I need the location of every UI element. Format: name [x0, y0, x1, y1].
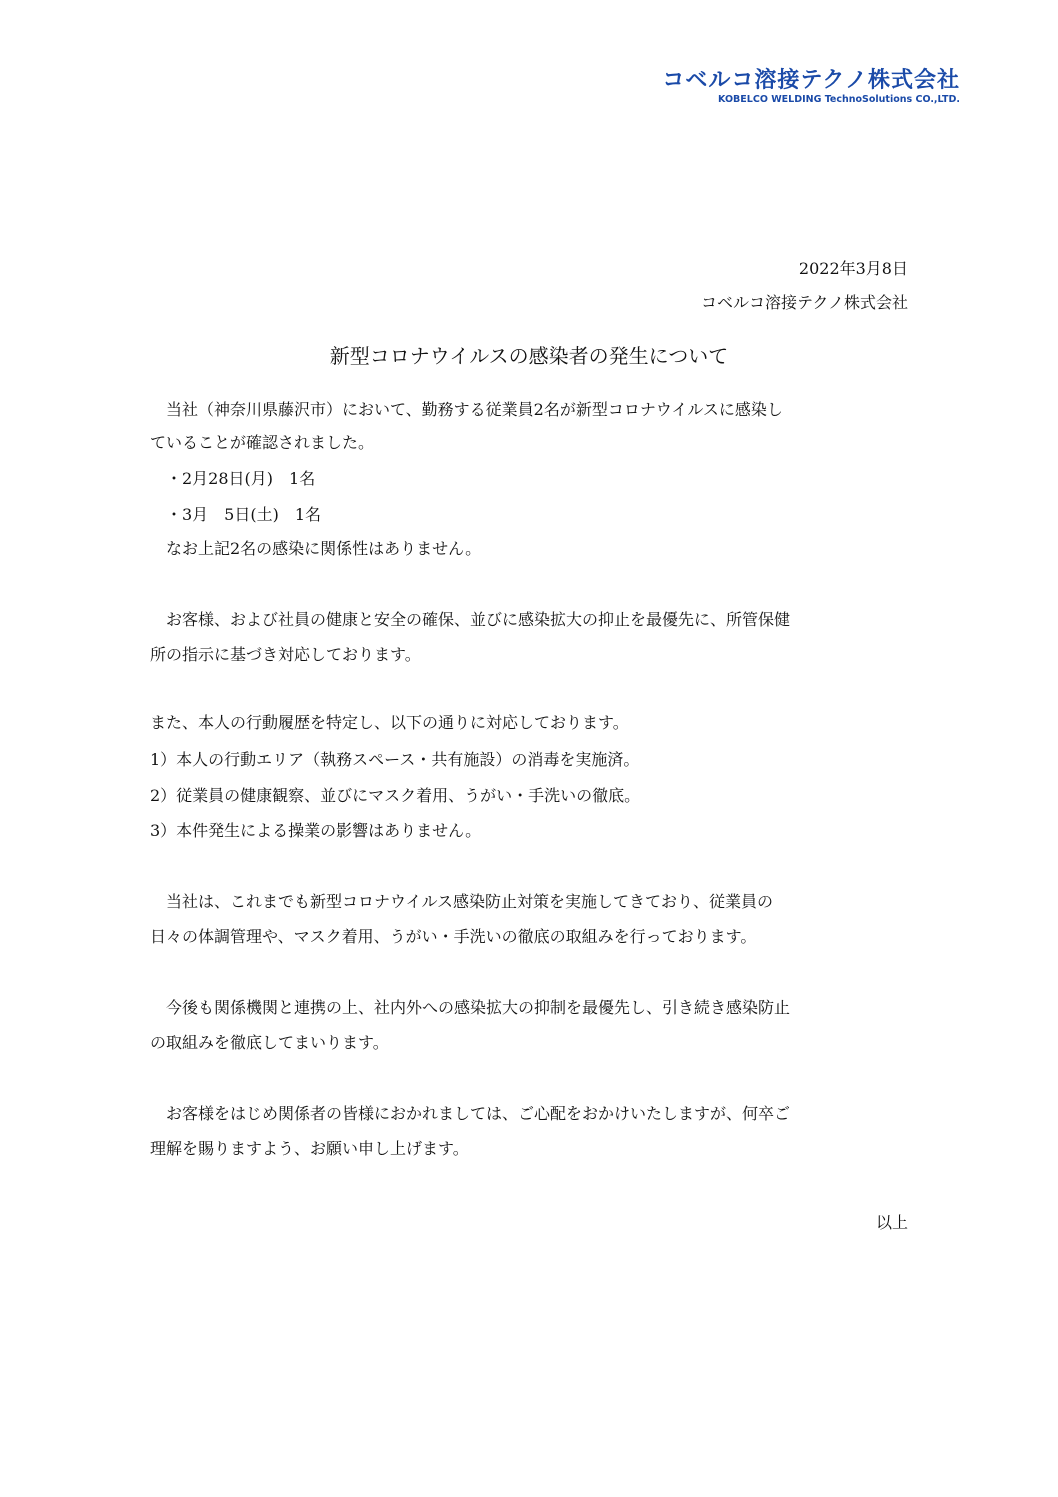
- logo-japanese-text: コベルコ溶接テクノ株式会社: [662, 68, 960, 93]
- measure-item-3: 3）本件発生による操業の影響はありません。: [150, 821, 482, 840]
- document-title: 新型コロナウイルスの感染者の発生について: [329, 344, 729, 368]
- paragraph-4-line-1: 当社は、これまでも新型コロナウイルス感染防止対策を実施してきており、従業員の: [166, 892, 774, 911]
- company-logo: [662, 68, 960, 106]
- paragraph-1-line-2: ていることが確認されました。: [150, 433, 375, 452]
- paragraph-3-line-1: また、本人の行動履歴を特定し、以下の通りに対応しております。: [150, 713, 629, 732]
- paragraph-6-line-2: 理解を賜りますよう、お願い申し上げます。: [150, 1139, 469, 1158]
- paragraph-6-line-1: お客様をはじめ関係者の皆様におかれましては、ご心配をおかけいたしますが、何卒ご: [166, 1104, 791, 1123]
- issuer-company: コベルコ溶接テクノ株式会社: [700, 293, 908, 312]
- paragraph-2-line-1: お客様、および社員の健康と安全の確保、並びに感染拡大の抑止を最優先に、所管保健: [166, 610, 791, 629]
- measure-item-1: 1）本人の行動エリア（執務スペース・共有施設）の消毒を実施済。: [150, 750, 640, 769]
- paragraph-5-line-1: 今後も関係機関と連携の上、社内外への感染拡大の抑制を最優先し、引き続き感染防止: [166, 998, 791, 1017]
- closing-mark: 以上: [875, 1213, 908, 1232]
- paragraph-5-line-2: の取組みを徹底してまいります。: [150, 1033, 389, 1052]
- paragraph-1-line-5: なお上記2名の感染に関係性はありません。: [166, 539, 482, 558]
- paragraph-2-line-2: 所の指示に基づき対応しております。: [150, 645, 421, 664]
- paragraph-1-line-1: 当社（神奈川県藤沢市）において、勤務する従業員2名が新型コロナウイルスに感染し: [166, 400, 783, 419]
- case-item-1: ・2月28日(月) 1名: [166, 469, 316, 488]
- logo-english-text: KOBELCO WELDING TechnoSolutions CO.,LTD.: [718, 94, 960, 105]
- document-date: 2022年3月8日: [798, 259, 908, 278]
- paragraph-4-line-2: 日々の体調管理や、マスク着用、うがい・手洗いの徹底の取組みを行っております。: [150, 927, 757, 946]
- measure-item-2: 2）従業員の健康観察、並びにマスク着用、うがい・手洗いの徹底。: [150, 786, 641, 805]
- case-item-2: ・3月 5日(土) 1名: [166, 505, 322, 524]
